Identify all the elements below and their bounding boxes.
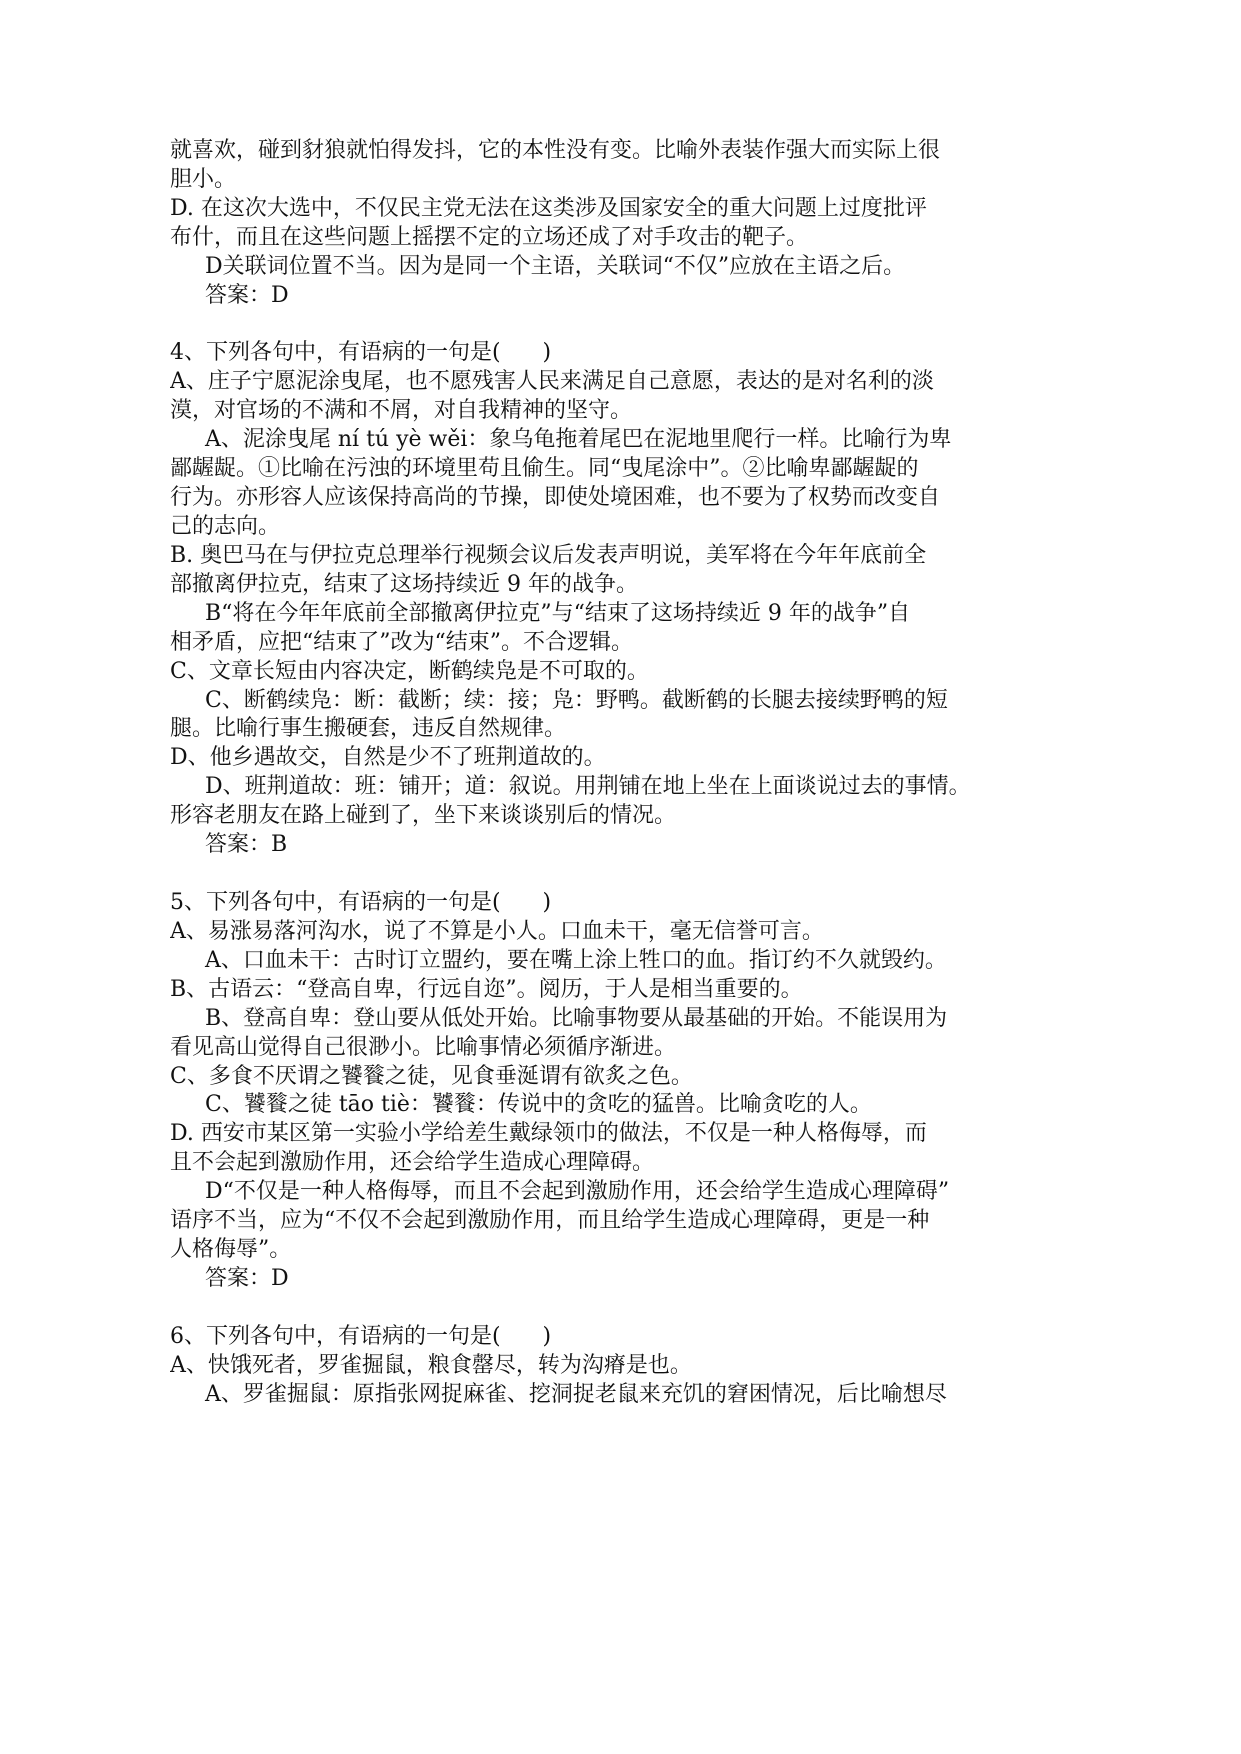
text-line: A、罗雀掘鼠：原指张网捉麻雀、挖洞捉老鼠来充饥的窘困情况，后比喻想尽 xyxy=(205,1381,947,1407)
option-c xyxy=(170,658,1170,687)
explanation-d xyxy=(170,253,1170,282)
blank-line xyxy=(170,311,1170,340)
text-line: C、多食不厌谓之饕餮之徒，见食垂涎谓有欲炙之色。 xyxy=(170,1063,693,1089)
explanation-a xyxy=(170,1381,1170,1410)
text-line: 且不会起到激励作用，还会给学生造成心理障碍。 xyxy=(170,1150,655,1176)
text-line: C、断鹤续凫：断：截断；续：接；凫：野鸭。截断鹤的长腿去接续野鸭的短 xyxy=(205,687,948,713)
blank-line xyxy=(170,1294,1170,1323)
question-stem: 5、下列各句中，有语病的一句是( ) xyxy=(170,889,552,915)
text-line: 相矛盾，应把“结束了”改为“结束”。不合逻辑。 xyxy=(170,629,633,655)
text-line: B、登高自卑：登山要从低处开始。比喻事物要从最基础的开始。不能误用为 xyxy=(205,1005,948,1031)
text-line: 形容老朋友在路上碰到了，坐下来谈谈别后的情况。 xyxy=(170,803,677,829)
option-a xyxy=(170,918,1170,947)
option-b xyxy=(170,542,1170,600)
explanation-d xyxy=(170,1178,1170,1265)
text-line: 看见高山觉得自己很渺小。比喻事情必须循序渐进。 xyxy=(170,1034,677,1060)
blank-line xyxy=(170,860,1170,889)
explanation-c xyxy=(170,1091,1170,1120)
explanation-a xyxy=(170,426,1170,542)
explanation-tail xyxy=(170,137,1170,195)
text-line: A、庄子宁愿泥涂曳尾，也不愿残害人民来满足自己意愿，表达的是对名利的淡 xyxy=(170,369,934,395)
text-line: D“不仅是一种人格侮辱，而且不会起到激励作用，还会给学生造成心理障碍” xyxy=(205,1179,950,1205)
text-line: A、快饿死者，罗雀掘鼠，粮食罄尽，转为沟瘠是也。 xyxy=(170,1352,692,1378)
text-line: C、文章长短由内容决定，断鹤续凫是不可取的。 xyxy=(170,658,649,684)
text-line: D关联词位置不当。因为是同一个主语，关联词“不仅”应放在主语之后。 xyxy=(205,253,906,279)
option-d xyxy=(170,195,1170,253)
text-line: 人格侮辱”。 xyxy=(170,1237,292,1263)
option-b xyxy=(170,976,1170,1005)
text-line: A、口血未干：古时订立盟约，要在嘴上涂上牲口的血。指订约不久就毁约。 xyxy=(205,947,947,973)
text-line: C、饕餮之徒 tāo tiè：饕餮：传说中的贪吃的猛兽。比喻贪吃的人。 xyxy=(205,1092,872,1118)
text-line: 腿。比喻行事生搬硬套，违反自然规律。 xyxy=(170,716,567,742)
answer-line: 答案：D xyxy=(205,282,289,308)
option-a xyxy=(170,1352,1170,1381)
question-stem: 4、下列各句中，有语病的一句是( ) xyxy=(170,340,552,366)
option-c xyxy=(170,1063,1170,1092)
explanation-a xyxy=(170,947,1170,976)
text-line: D. 在这次大选中，不仅民主党无法在这类涉及国家安全的重大问题上过度批评 xyxy=(170,195,927,221)
text-line: 布什，而且在这些问题上摇摆不定的立场还成了对手攻击的靶子。 xyxy=(170,224,809,250)
text-line: 己的志向。 xyxy=(170,513,281,539)
text-line: B、古语云：“登高自卑，行远自迩”。阅历，于人是相当重要的。 xyxy=(170,976,803,1002)
text-line: B. 奥巴马在与伊拉克总理举行视频会议后发表声明说，美军将在今年年底前全 xyxy=(170,542,927,568)
text-line: D. 西安市某区第一实验小学给差生戴绿领巾的做法，不仅是一种人格侮辱，而 xyxy=(170,1121,927,1147)
question-6 xyxy=(170,1323,1170,1410)
text-line: 漠，对官场的不满和不屑，对自我精神的坚守。 xyxy=(170,398,633,424)
explanation-b xyxy=(170,600,1170,658)
text-line: 语序不当，应为“不仅不会起到激励作用，而且给学生造成心理障碍，更是一种 xyxy=(170,1208,930,1234)
text-line: A、泥涂曳尾 ní tú yè wěi：象乌龟拖着尾巴在泥地里爬行一样。比喻行为卑 xyxy=(205,427,952,453)
document-page xyxy=(170,137,1170,1410)
question-stem: 6、下列各句中，有语病的一句是( ) xyxy=(170,1323,552,1349)
option-d xyxy=(170,1120,1170,1178)
option-a xyxy=(170,368,1170,426)
text-line: 行为。亦形容人应该保持高尚的节操，即使处境困难，也不要为了权势而改变自 xyxy=(170,485,941,511)
text-line: D、班荆道故：班：铺开；道：叙说。用荆铺在地上坐在上面谈说过去的事情。 xyxy=(205,774,971,800)
text-line: 就喜欢，碰到豺狼就怕得发抖，它的本性没有变。比喻外表装作强大而实际上很 xyxy=(170,138,941,163)
text-line: D、他乡遇故交，自然是少不了班荆道故的。 xyxy=(170,745,606,771)
question-3-continued xyxy=(170,137,1170,311)
question-5 xyxy=(170,889,1170,1294)
question-4 xyxy=(170,339,1170,860)
text-line: B“将在今年年底前全部撤离伊拉克”与“结束了这场持续近 9 年的战争”自 xyxy=(205,600,911,626)
text-line: 胆小。 xyxy=(170,166,237,192)
option-d xyxy=(170,744,1170,773)
text-line: 部撤离伊拉克，结束了这场持续近 9 年的战争。 xyxy=(170,571,638,597)
explanation-b xyxy=(170,1005,1170,1063)
answer-line: 答案：D xyxy=(205,1265,289,1291)
text-line: A、易涨易落河沟水，说了不算是小人。口血未干，毫无信誉可言。 xyxy=(170,918,824,944)
explanation-d xyxy=(170,773,1170,831)
explanation-c xyxy=(170,687,1170,745)
answer-line: 答案：B xyxy=(205,832,288,858)
text-line: 鄙龌龊。①比喻在污浊的环境里苟且偷生。同“曳尾涂中”。②比喻卑鄙龌龊的 xyxy=(170,456,919,482)
